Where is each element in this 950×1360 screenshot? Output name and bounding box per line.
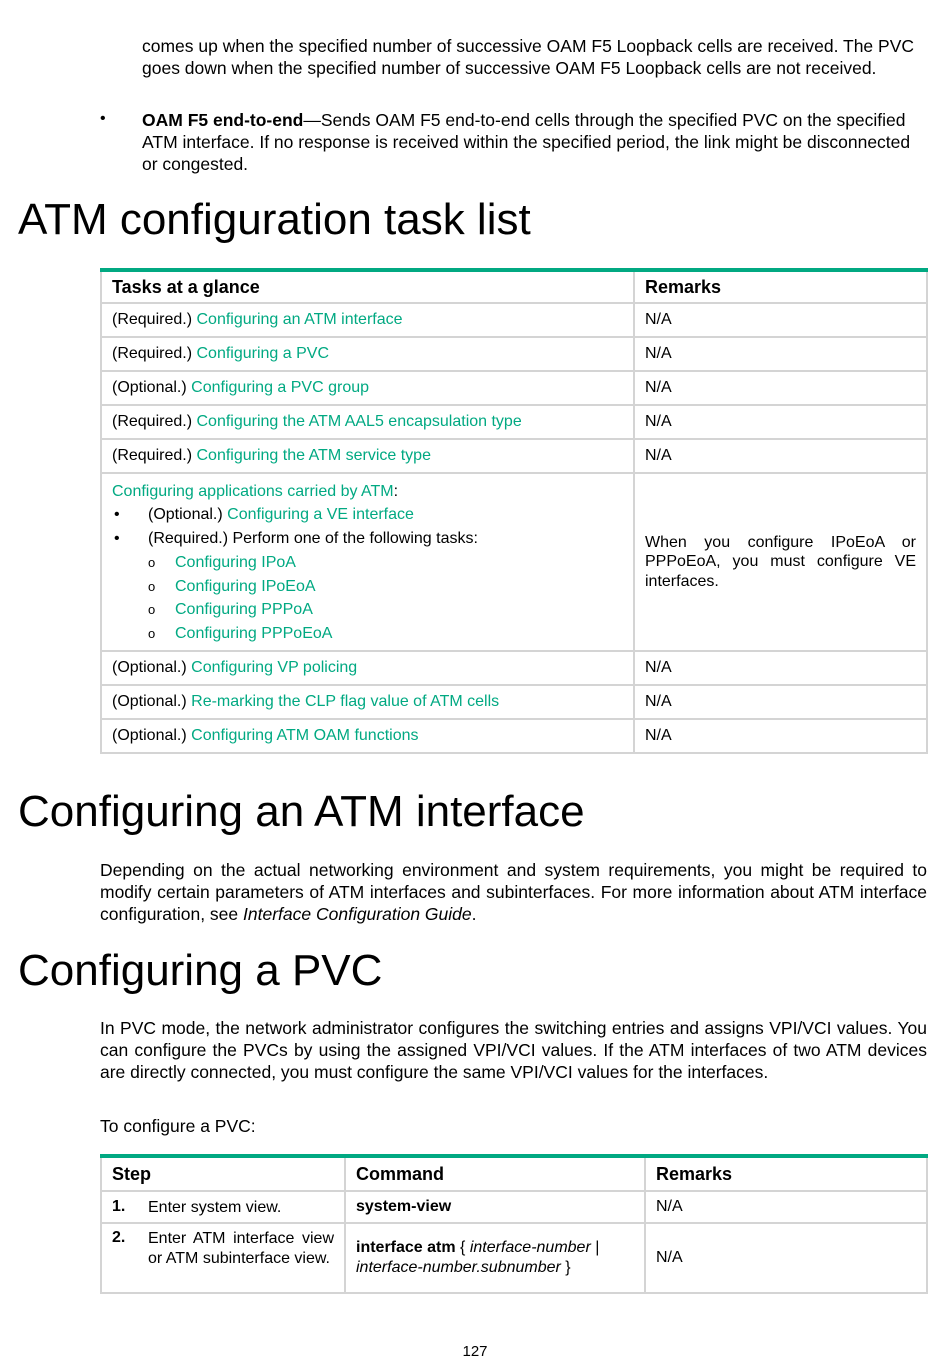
link-applications[interactable]: Configuring applications carried by ATM [112,483,394,500]
pvc-intro-line: To configure a PVC: [100,1116,256,1136]
remark: N/A [634,303,927,337]
step-number: 1. [112,1198,126,1215]
heading-pvc: Configuring a PVC [18,946,383,995]
task-prefix: (Optional.) [112,727,192,744]
colon: : [393,483,399,500]
link-ipoa[interactable]: Configuring IPoA [175,554,296,571]
remark: N/A [634,405,927,439]
task-prefix: (Optional.) [112,659,192,676]
table-row [101,303,927,337]
link-vp-policing[interactable]: Configuring VP policing [191,659,358,676]
list-item [112,503,623,527]
link-pppoa[interactable]: Configuring PPPoA [175,601,313,618]
link-aal5-encapsulation[interactable]: Configuring the ATM AAL5 encapsulation type [196,413,522,430]
circle-bullet: o [148,602,156,617]
remark: N/A [634,685,927,719]
table-row [101,1223,927,1293]
pvc-steps-table [100,1154,928,1294]
command: interface atm [356,1239,456,1256]
para-end: . [471,904,477,924]
command-brace: { [455,1239,470,1256]
link-pvc[interactable]: Configuring a PVC [196,345,329,362]
apps-sublist [112,551,623,645]
list-item [112,622,623,646]
table-row [101,405,927,439]
task-table [100,268,928,754]
list-item [112,598,623,622]
list-item [112,551,623,575]
bullet-dot: • [114,530,120,547]
remark: N/A [634,337,927,371]
task-prefix: (Required.) [112,447,197,464]
step-text: Enter ATM interface view or ATM subinterface view. [148,1230,334,1267]
task-text: (Required.) Perform one of the following tasks: [148,530,478,547]
link-pppoeoa[interactable]: Configuring PPPoEoA [175,624,333,642]
task-prefix: (Optional.) [148,506,228,523]
table-row [101,685,927,719]
circle-bullet: o [148,555,156,570]
intro-continued-text: comes up when the specified number of successive OAM F5 Loopback cells are received. The PVC goes down when the specified number of successive OAM F5 Loopback cells are not received. [142,36,914,78]
pvc-paragraph: In PVC mode, the network administrator configures the switching entries and assigns VPI/VCI values. You can configure the PVCs by using the assigned VPI/VCI values. If the ATM interfaces of two ATM devices are directly connected, you must configure the same VPI/VCI values for the interfaces. [100,1018,927,1082]
guide-reference: Interface Configuration Guide [243,904,472,924]
col-header-step: Step [101,1156,345,1191]
intro-bullet [142,109,927,175]
task-prefix: (Required.) [112,413,197,430]
table-header-row [101,1156,927,1191]
bullet-dot: • [114,506,120,523]
task-prefix: (Required.) [112,345,197,362]
task-prefix: (Optional.) [112,693,192,710]
list-item [112,527,623,551]
table-row [101,371,927,405]
remark: N/A [634,439,927,473]
list-item [112,575,623,599]
page-number: 127 [462,1343,488,1360]
link-ipoeoa[interactable]: Configuring IPoEoA [175,577,316,595]
bullet-term: OAM F5 end-to-end [142,110,304,130]
link-oam-functions[interactable]: Configuring ATM OAM functions [191,727,419,744]
table-row [101,651,927,685]
table-row-applications [101,473,927,651]
remark: N/A [645,1191,927,1223]
bullet-description: —Sends OAM F5 end-to-end cells through the specified PVC on the specified ATM interface. If no response is received within the specified period, the link might be disconnected or congested. [142,110,911,174]
apps-list [112,503,623,551]
step-text: Enter system view. [148,1199,282,1216]
col-header-remarks: Remarks [645,1156,927,1191]
link-pvc-group[interactable]: Configuring a PVC group [191,379,370,396]
link-ve-interface[interactable]: Configuring a VE interface [227,506,414,523]
remark: N/A [645,1223,927,1293]
remark: N/A [634,719,927,753]
table-row [101,719,927,753]
table-row [101,439,927,473]
col-header-command: Command [345,1156,645,1191]
table-row [101,1191,927,1223]
command-pipe: | [590,1239,600,1256]
heading-atm-interface: Configuring an ATM interface [18,787,585,836]
table-row [101,337,927,371]
col-header-tasks: Tasks at a glance [101,270,634,303]
circle-bullet: o [148,578,156,594]
remark: N/A [634,651,927,685]
circle-bullet: o [148,625,156,641]
link-service-type[interactable]: Configuring the ATM service type [196,447,431,464]
task-prefix: (Optional.) [112,379,192,396]
remark: N/A [634,371,927,405]
command-brace: } [560,1259,571,1276]
task-prefix: (Required.) [112,311,197,328]
atm-interface-paragraph [100,859,927,925]
step-number: 2. [112,1229,126,1246]
bullet-dot: • [100,110,106,127]
command-arg: interface-number.subnumber [356,1259,561,1276]
para-text: Depending on the actual networking environment and system requirements, you might be required to modify certain parameters of ATM interfaces and subinterfaces. For more information about ATM interface configuration, see [100,860,927,924]
command: system-view [356,1198,452,1215]
command-arg: interface-number [469,1239,591,1256]
remark-ve: When you configure IPoEoA or PPPoEoA, you must configure VE interfaces. [634,473,927,651]
table-header-row [101,270,927,303]
col-header-remarks: Remarks [634,270,927,303]
link-atm-interface[interactable]: Configuring an ATM interface [196,311,403,328]
heading-task-list: ATM configuration task list [18,195,531,244]
link-clp-flag[interactable]: Re-marking the CLP flag value of ATM cells [191,693,500,710]
